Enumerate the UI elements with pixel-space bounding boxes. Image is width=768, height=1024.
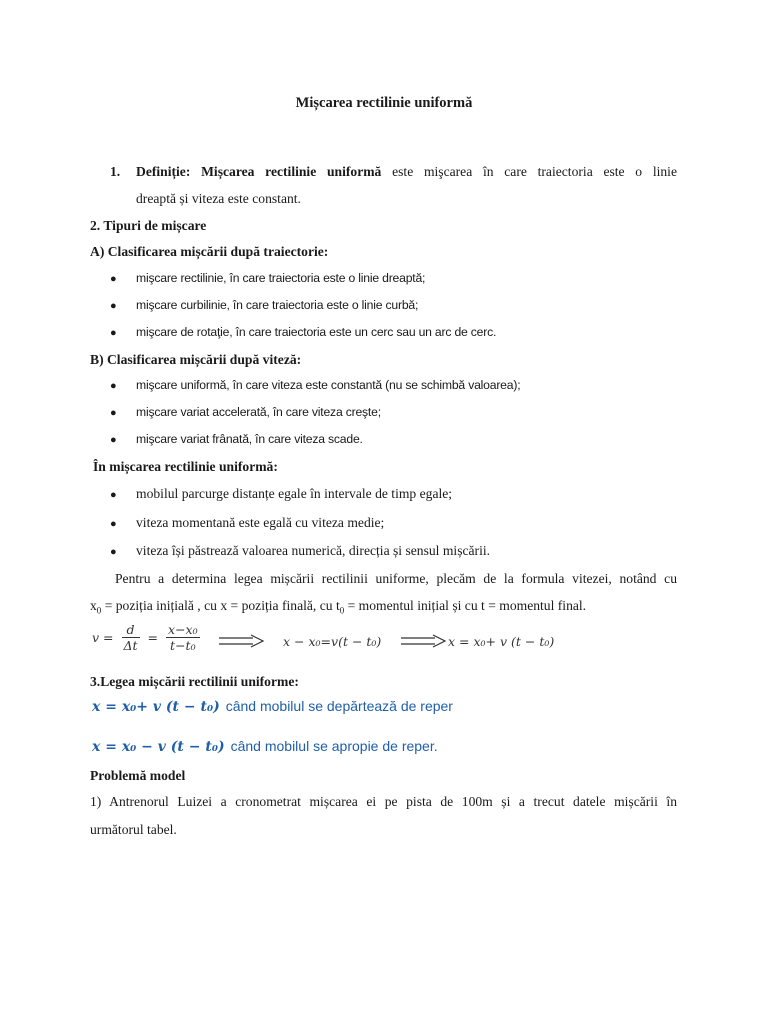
definition-line-1 <box>110 164 677 180</box>
law-equation: x = x₀+ v (t − t₀) <box>92 699 220 715</box>
list-item: ● viteza își păstrează valoarea numerică, direcția și sensul mișcării. <box>110 543 491 558</box>
law-description: când mobilul se apropie de reper. <box>230 738 438 754</box>
list-item: ● viteza momentană este egală cu viteza medie; <box>110 515 385 530</box>
law-moving-away <box>92 698 453 716</box>
page-title: Mișcarea rectilinie uniformă <box>295 95 473 111</box>
problem-line-1: 1) Antrenorul Luizei a cronometrat mișcarea ei pe pista de 100m și a trecut datele mișcării în <box>90 794 677 809</box>
bullet-icon: ● <box>110 434 117 446</box>
list-item: ● mobilul parcurge distanțe egale în intervale de timp egale; <box>110 486 453 501</box>
implies-arrow-icon <box>217 634 265 648</box>
paragraph-line-1: Pentru a determina legea mișcării rectilinii uniforme, plecăm de la formula vitezei, notând cu <box>115 571 677 586</box>
problem-line-2: următorul tabel. <box>90 822 177 837</box>
bullet-icon: ● <box>110 380 117 392</box>
list-item: ● mişcare curbilinie, în care traiectoria este o linie curbă; <box>110 298 419 312</box>
bullet-icon: ● <box>110 327 117 339</box>
definition-text: este mişcarea în care traiectoria este o linie <box>392 164 677 179</box>
law-approaching <box>92 738 438 756</box>
definition-term: Mișcarea rectilinie uniformă <box>201 164 382 179</box>
law-description: când mobilul se depărtează de reper <box>225 698 453 714</box>
list-item: ● mişcare variat frânată, în care viteza scade. <box>110 432 363 446</box>
section-number: 1. <box>110 164 121 179</box>
bullet-icon: ● <box>110 518 117 530</box>
group-b-heading: B) Clasificarea mișcării după viteză: <box>90 352 302 367</box>
law-equation: x = x₀ − v (t − t₀) <box>92 739 225 755</box>
section-3-heading: 3.Legea mișcării rectilinii uniforme: <box>90 674 299 689</box>
list-item: ● mişcare uniformă, în care viteza este constantă (nu se schimbă valoarea); <box>110 378 521 392</box>
list-item: ● mişcare rectilinie, în care traiectoria este o linie dreaptă; <box>110 271 426 285</box>
list-item: ● mişcare de rotaţie, în care traiectoria este un cerc sau un arc de cerc. <box>110 325 497 339</box>
group-a-heading: A) Clasificarea mișcării după traiectorie: <box>90 244 329 259</box>
group-c-heading: În mișcarea rectilinie uniformă: <box>93 459 278 474</box>
implies-arrow-icon <box>399 634 447 648</box>
bullet-icon: ● <box>110 546 117 558</box>
bullet-icon: ● <box>110 489 117 501</box>
derivation-step-2: x − x₀=v(t − t₀) <box>283 634 382 649</box>
definition-label: Definiție: <box>136 164 191 179</box>
velocity-formula: v = $\frac{d}{\Delta t}$ = $\frac{\text{x−x₀}}{\text{t−t₀}}$ <box>92 622 198 653</box>
problem-heading: Problemă model <box>90 768 186 783</box>
definition-line-2: dreaptă și viteza este constant. <box>136 191 301 206</box>
bullet-icon: ● <box>110 273 117 285</box>
paragraph-line-2: $x_0$ = poziția inițială , cu x = poziția finală, cu $t_0$ = momentul inițial și cu t = momentul final. <box>90 598 587 616</box>
list-item: ● mişcare variat accelerată, în care viteza creşte; <box>110 405 381 419</box>
section-2-heading: 2. Tipuri de mișcare <box>90 218 207 233</box>
bullet-icon: ● <box>110 300 117 312</box>
bullet-icon: ● <box>110 407 117 419</box>
derivation-step-3: x = x₀+ v (t − t₀) <box>448 634 555 649</box>
